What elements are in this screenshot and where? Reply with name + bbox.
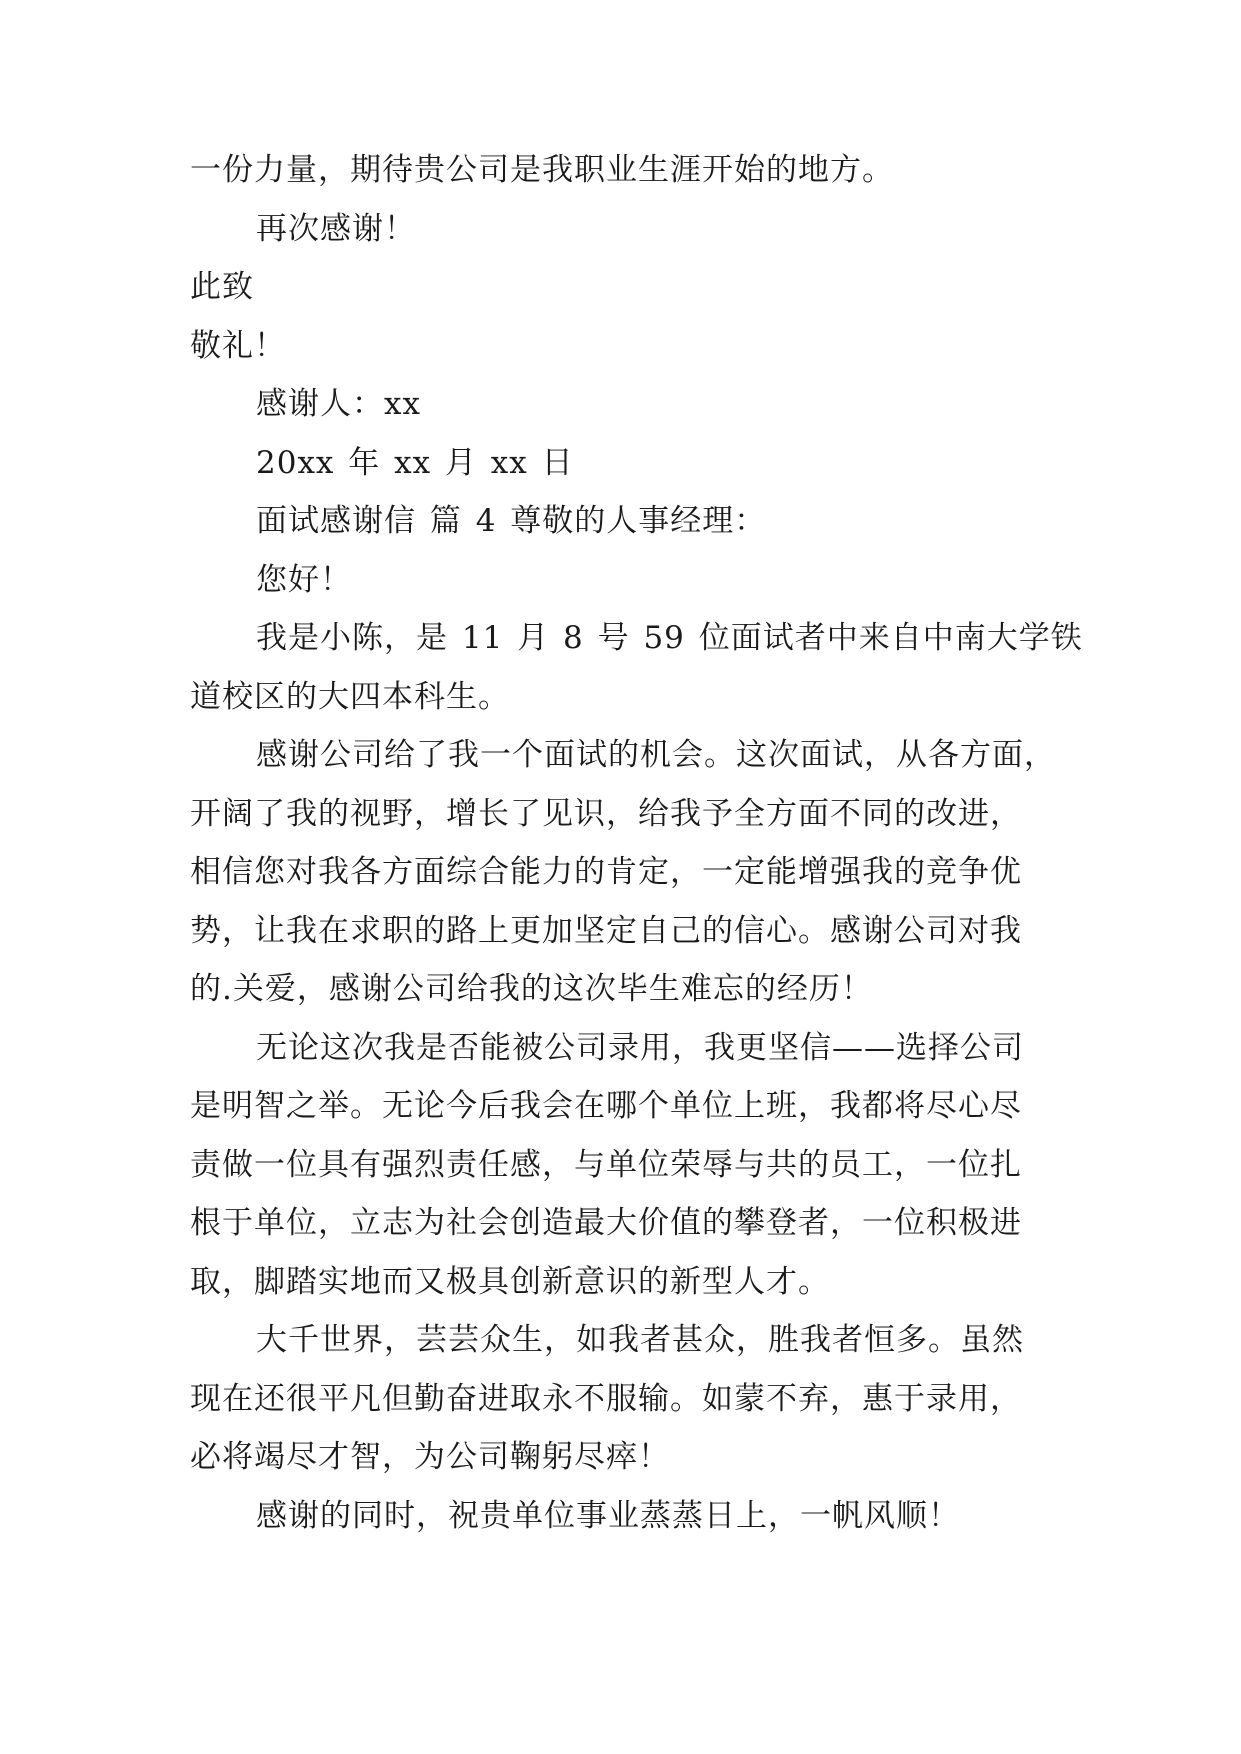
text-line: 感谢公司给了我一个面试的机会。这次面试，从各方面， [256, 737, 1056, 773]
text-line: 的.关爱，感谢公司给我的这次毕生难忘的经历！ [190, 971, 873, 1007]
text-line: 取，脚踏实地而又极具创新意识的新型人才。 [190, 1264, 830, 1300]
text-line: 您好！ [256, 562, 352, 598]
text-line: 此致 [190, 269, 254, 305]
text-line: 感谢人：xx [256, 386, 421, 422]
text-line: 根于单位，立志为社会创造最大价值的攀登者，一位积极进 [190, 1205, 1022, 1241]
text-line: 一份力量，期待贵公司是我职业生涯开始的地方。 [190, 152, 894, 188]
text-line: 相信您对我各方面综合能力的肯定，一定能增强我的竞争优 [190, 854, 1022, 890]
text-line: 无论这次我是否能被公司录用，我更坚信——选择公司 [256, 1030, 1024, 1066]
text-line: 开阔了我的视野，增长了见识，给我予全方面不同的改进， [190, 796, 1022, 832]
text-line: 大千世界，芸芸众生，如我者甚众，胜我者恒多。虽然 [256, 1322, 1024, 1358]
text-line: 责做一位具有强烈责任感，与单位荣辱与共的员工，一位扎 [190, 1147, 1022, 1183]
text-line: 再次感谢！ [256, 211, 416, 247]
text-line: 感谢的同时，祝贵单位事业蒸蒸日上，一帆风顺！ [256, 1498, 960, 1534]
text-line: 面试感谢信 篇 4 尊敬的人事经理： [256, 503, 767, 539]
text-line: 我是小陈，是 11 月 8 号 59 位面试者中来自中南大学铁 [256, 620, 1083, 656]
text-line: 必将竭尽才智，为公司鞠躬尽瘁！ [190, 1439, 670, 1475]
text-line: 现在还很平凡但勤奋进取永不服输。如蒙不弃，惠于录用， [190, 1381, 1022, 1417]
text-line: 20xx 年 xx 月 xx 日 [256, 445, 574, 481]
text-line: 道校区的大四本科生。 [190, 679, 510, 715]
text-line: 势，让我在求职的路上更加坚定自己的信心。感谢公司对我 [190, 913, 1022, 949]
text-line: 是明智之举。无论今后我会在哪个单位上班，我都将尽心尽 [190, 1088, 1022, 1124]
text-line: 敬礼！ [190, 328, 286, 364]
